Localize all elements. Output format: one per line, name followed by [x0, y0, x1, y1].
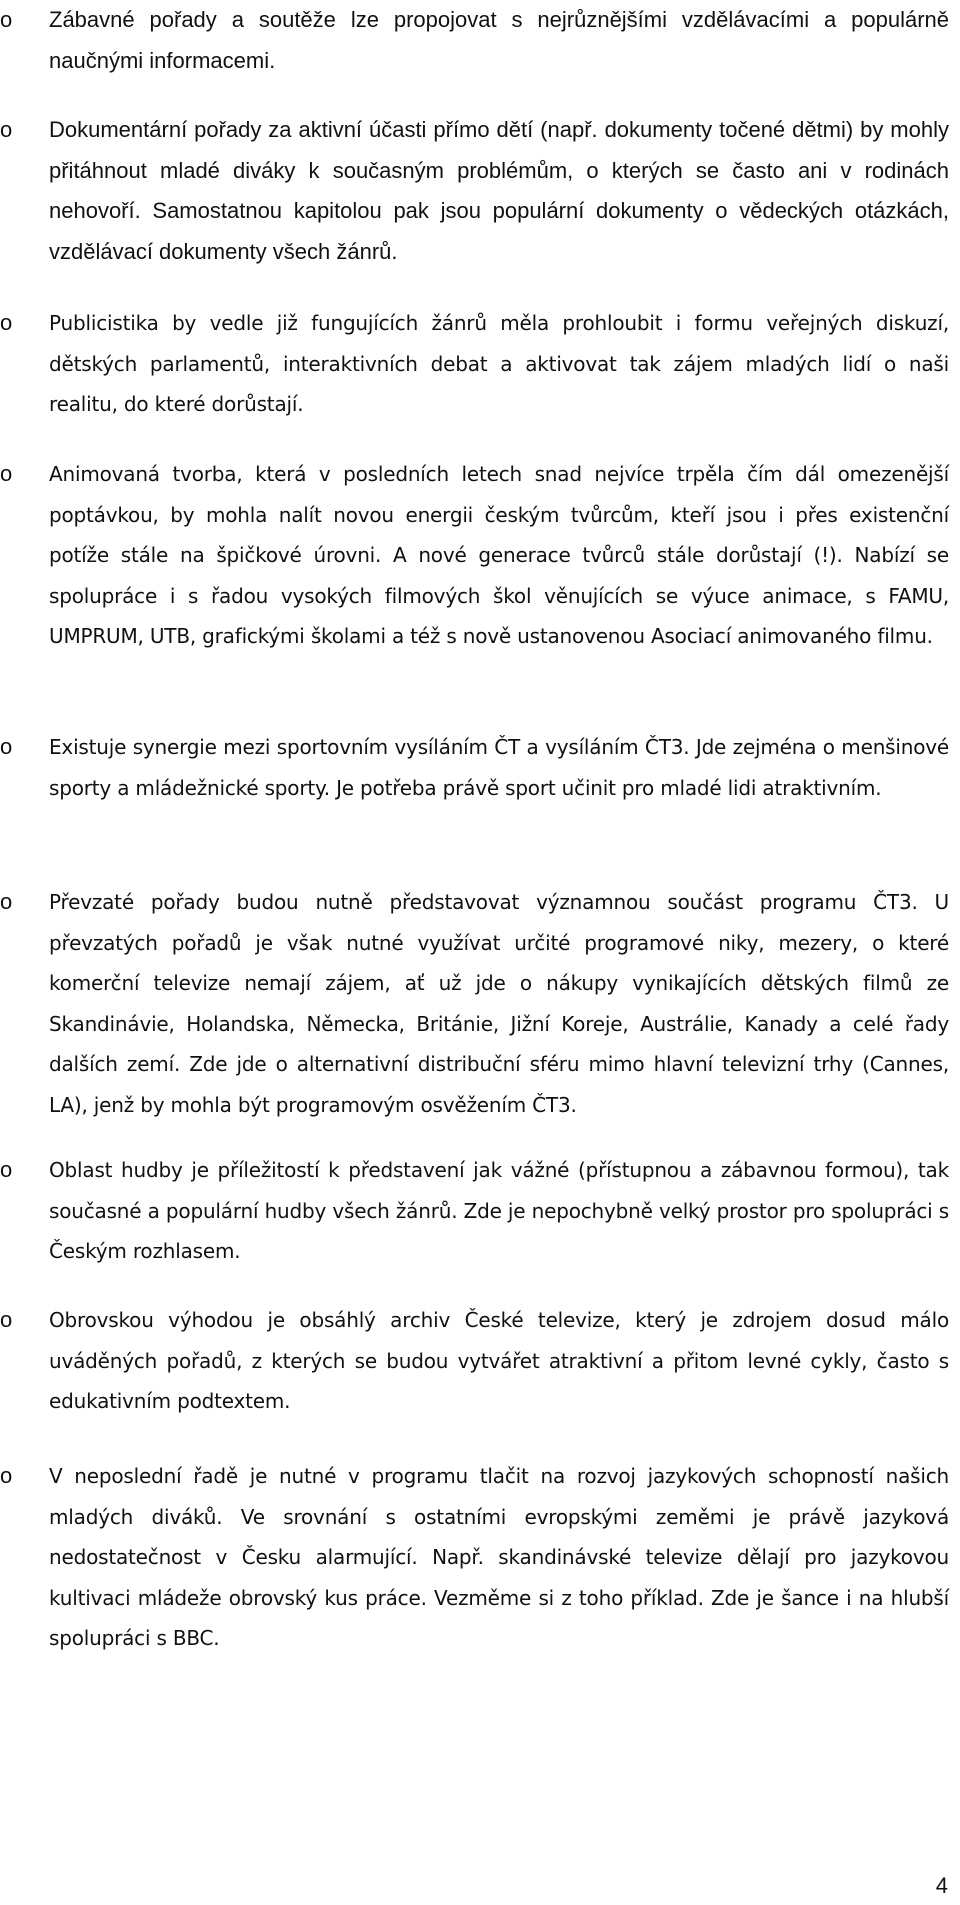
bullet-marker: o — [0, 7, 13, 32]
bullet-marker: o — [0, 1307, 13, 1332]
bullet-marker: o — [0, 734, 13, 759]
list-item-text: Obrovskou výhodou je obsáhlý archiv České televize, který je zdrojem dosud málo uváděných pořadů, z kterých se budou vytvářet atraktivní a přitom levné cykly, často s edukativním podtextem. — [49, 1308, 949, 1413]
bullet-marker: o — [0, 1157, 13, 1182]
list-item-text: Animovaná tvorba, která v posledních letech snad nejvíce trpěla čím dál omezenější poptávkou, by mohla nalít novou energii českým tvůrcům, kteří jsou i přes existenční potíže stále na špičkové úrovni. A nové generace tvůrců stále dorůstají (!). Nabízí se spolupráce i s řadou vysokých filmových škol věnujících se výuce animace, s FAMU, UMPRUM, UTB, grafickými školami a též s nově ustanovenou Asociací animovaného filmu. — [49, 462, 949, 648]
page-number: 4 — [935, 1873, 948, 1898]
bullet-marker: o — [0, 1463, 13, 1488]
bullet-marker: o — [0, 461, 13, 486]
bullet-marker: o — [0, 310, 13, 335]
bullet-marker: o — [0, 889, 13, 914]
list-item-text: Oblast hudby je příležitostí k představení jak vážné (přístupnou a zábavnou formou), tak současné a populární hudby všech žánrů. Zde je nepochybně velký prostor pro spolupráci s Českým rozhlasem. — [49, 1158, 949, 1263]
list-item-text: V neposlední řadě je nutné v programu tlačit na rozvoj jazykových schopností našich mladých diváků. Ve srovnání s ostatními evropskými zeměmi je právě jazyková nedostatečnost v Česku alarmující. Např. skandinávské televize dělají pro jazykovou kultivaci mládeže obrovský kus práce. Vezměme si z toho příklad. Zde je šance i na hlubší spolupráci s BBC. — [49, 1464, 949, 1650]
bullet-marker: o — [0, 117, 13, 142]
list-item-text: Převzaté pořady budou nutně představovat významnou součást programu ČT3. U převzatých pořadů je však nutné využívat určité programové niky, mezery, o které komerční televize nemají zájem, ať už jde o nákupy vynikajících dětských filmů ze Skandinávie, Holandska, Německa, Británie, Jižní Koreje, Austrálie, Kanady a celé řady dalších zemí. Zde jde o alternativní distribuční sféru mimo hlavní televizní trhy (Cannes, LA), jenž by mohla být programovým osvěžením ČT3. — [49, 890, 949, 1117]
list-item-text: Zábavné pořady a soutěže lze propojovat s nejrůznějšími vzdělávacími a populárně naučnými informacemi. — [49, 7, 949, 73]
list-item-text: Publicistika by vedle již fungujících žánrů měla prohloubit i formu veřejných diskuzí, dětských parlamentů, interaktivních debat a aktivovat tak zájem mladých lidí o naši realitu, do které dorůstají. — [49, 311, 949, 416]
list-item-text: Dokumentární pořady za aktivní účasti přímo dětí (např. dokumenty točené dětmi) by mohly přitáhnout mladé diváky k současným problémům, o kterých se často ani v rodinách nehovoří. Samostatnou kapitolou pak jsou populární dokumenty o vědeckých otázkách, vzdělávací dokumenty všech žánrů. — [49, 117, 949, 264]
list-item-text: Existuje synergie mezi sportovním vysíláním ČT a vysíláním ČT3. Jde zejména o menšinové sporty a mládežnické sporty. Je potřeba právě sport učinit pro mladé lidi atraktivním. — [49, 735, 949, 800]
